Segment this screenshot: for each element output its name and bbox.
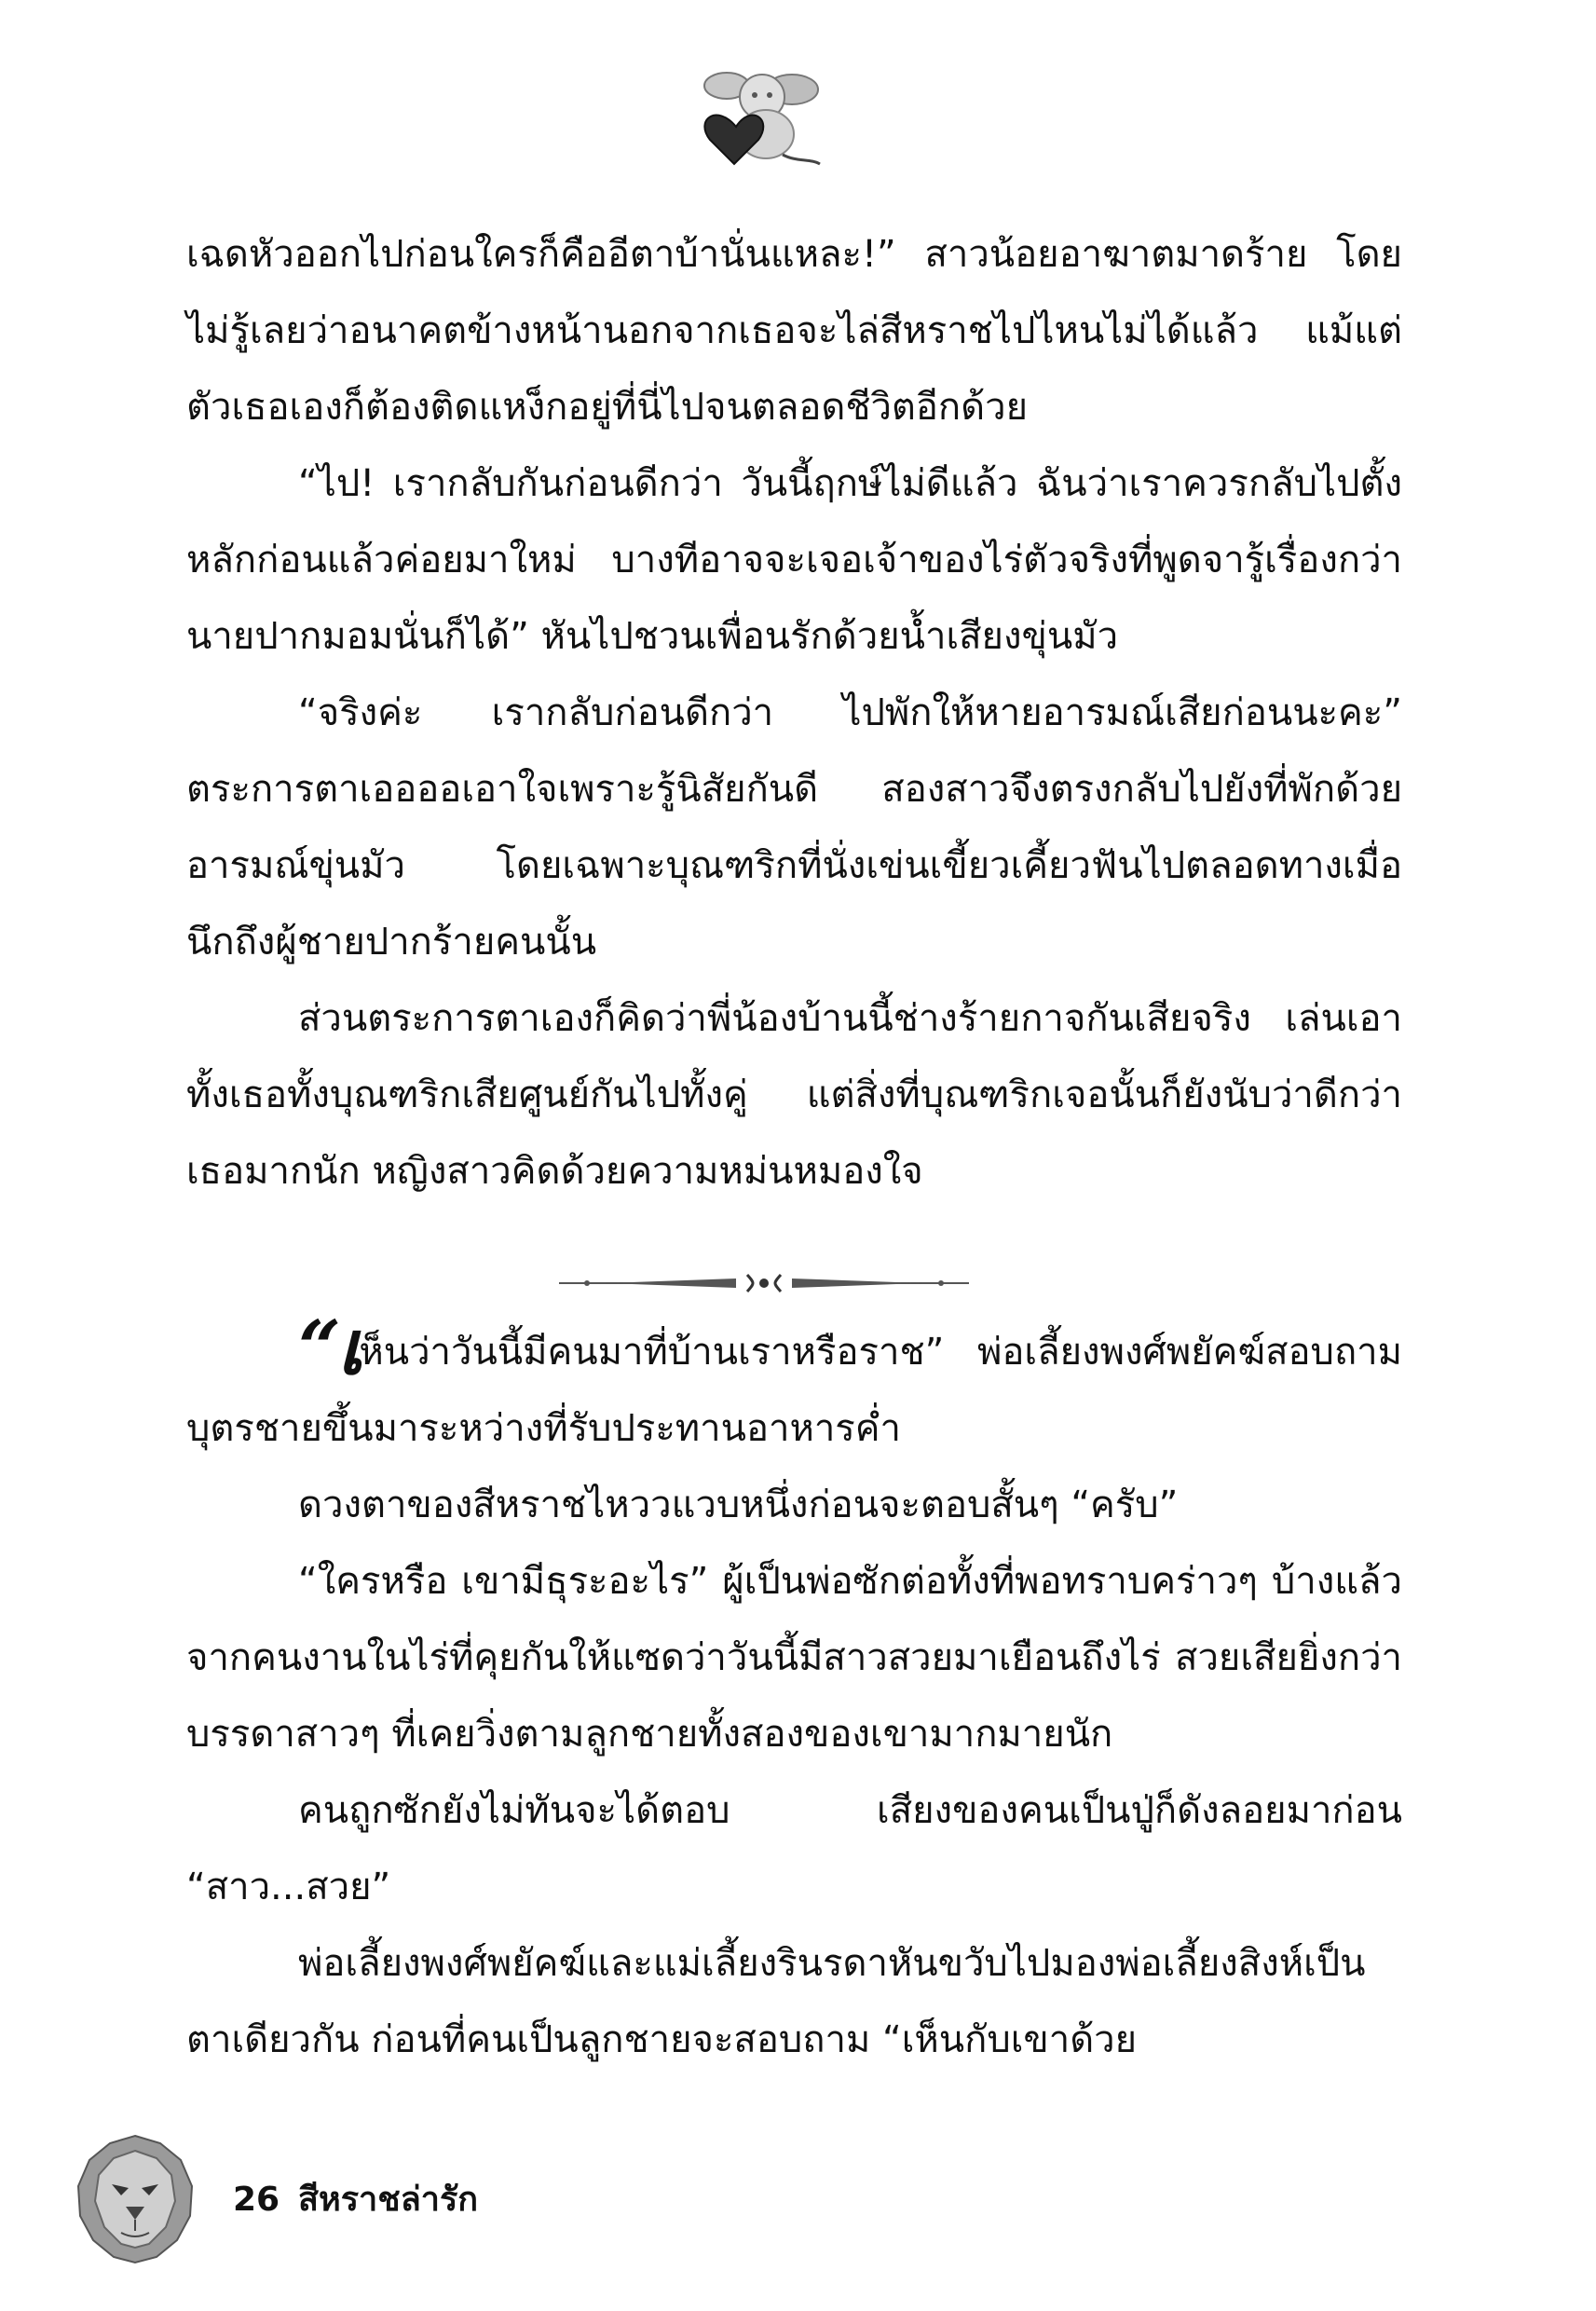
text-block-after-break xyxy=(186,1304,1402,2078)
paragraph: “ไป! เรากลับกันก่อนดีกว่า วันนี้ฤกษ์ไม่ดีแล้ว ฉันว่าเราควรกลับไปตั้งหลักก่อนแล้วค่อยมาใหม่ บางทีอาจจะเจอเจ้าของไร่ตัวจริงที่พูดจารู้เรื่องกว่านายปากมอมนั่นก็ได้” หันไปชวนเพื่อนรักด้วยน้ำเสียงขุ่นมัว xyxy=(186,462,1402,658)
page-number: 26 xyxy=(233,2181,280,2219)
paragraph: คนถูกซักยังไม่ทันจะได้ตอบ เสียงของคนเป็นปู่ก็ดังลอยมาก่อน “สาว...สวย” xyxy=(186,1789,1402,1908)
page-footer xyxy=(75,2134,727,2264)
paragraph-with-drop-cap xyxy=(186,1304,1402,1467)
text-block-before-break xyxy=(186,216,1402,1210)
paragraph: ดวงตาของสีหราชไหววแวบหนึ่งก่อนจะตอบสั้นๆ “ครับ” xyxy=(298,1484,1179,1526)
paragraph-text: ห็นว่าวันนี้มีคนมาที่บ้านเราหรือราช” พ่อเลี้ยงพงศ์พยัคฆ์สอบถามบุตรชายขึ้นมาระหว่างที่รับประทานอาหารค่ำ xyxy=(186,1331,1402,1450)
scene-divider-ornament xyxy=(550,1269,978,1297)
book-title: สีหราชล่ารัก xyxy=(298,2181,479,2219)
paragraph: ส่วนตระการตาเองก็คิดว่าพี่น้องบ้านนี้ช่างร้ายกาจกันเสียจริง เล่นเอาทั้งเธอทั้งบุณฑริกเสียศูนย์กันไปทั้งคู่ แต่สิ่งที่บุณฑริกเจอนั้นก็ยังนับว่าดีกว่าเธอมากนัก หญิงสาวคิดด้วยความหม่นหมองใจ xyxy=(186,997,1402,1193)
paragraph: พ่อเลี้ยงพงศ์พยัคฆ์และแม่เลี้ยงรินรดาหันขวับไปมองพ่อเลี้ยงสิงห์เป็นตาเดียวกัน ก่อนที่คนเป็นลูกชายจะสอบถาม “เห็นกับเขาด้วย xyxy=(186,1942,1366,2061)
paragraph: “จริงค่ะ เรากลับก่อนดีกว่า ไปพักให้หายอารมณ์เสียก่อนนะคะ” ตระการตาเออออเอาใจเพราะรู้นิสัยกันดี สองสาวจึงตรงกลับไปยังที่พักด้วยอารมณ์ขุ่นมัว โดยเฉพาะบุณฑริกที่นั่งเข่นเขี้ยวเคี้ยวฟันไปตลอดทางเมื่อนึกถึงผู้ชายปากร้ายคนนั้น xyxy=(186,691,1402,964)
paragraph: “ใครหรือ เขามีธุระอะไร” ผู้เป็นพ่อซักต่อทั้งที่พอทราบคร่าวๆ บ้างแล้วจากคนงานในไร่ที่คุยกันให้แซดว่าวันนี้มีสาวสวยมาเยือนถึงไร่ สวยเสียยิ่งกว่าบรรดาสาวๆ ที่เคยวิ่งตามลูกชายทั้งสองของเขามากมายนัก xyxy=(186,1560,1402,1756)
cupid-heart-icon xyxy=(689,62,829,173)
drop-cap: “เ xyxy=(298,1304,360,1391)
paragraph-continued: เฉดหัวออกไปก่อนใครก็คืออีตาบ้านั่นแหละ!” สาวน้อยอาฆาตมาดร้าย โดยไม่รู้เลยว่าอนาคตข้างหน้านอกจากเธอจะไล่สีหราชไปไหนไม่ได้แล้ว แม้แต่ตัวเธอเองก็ต้องติดแหง็กอยู่ที่นี่ไปจนตลอดชีวิตอีกด้วย xyxy=(186,233,1402,429)
lion-head-icon xyxy=(75,2134,196,2264)
